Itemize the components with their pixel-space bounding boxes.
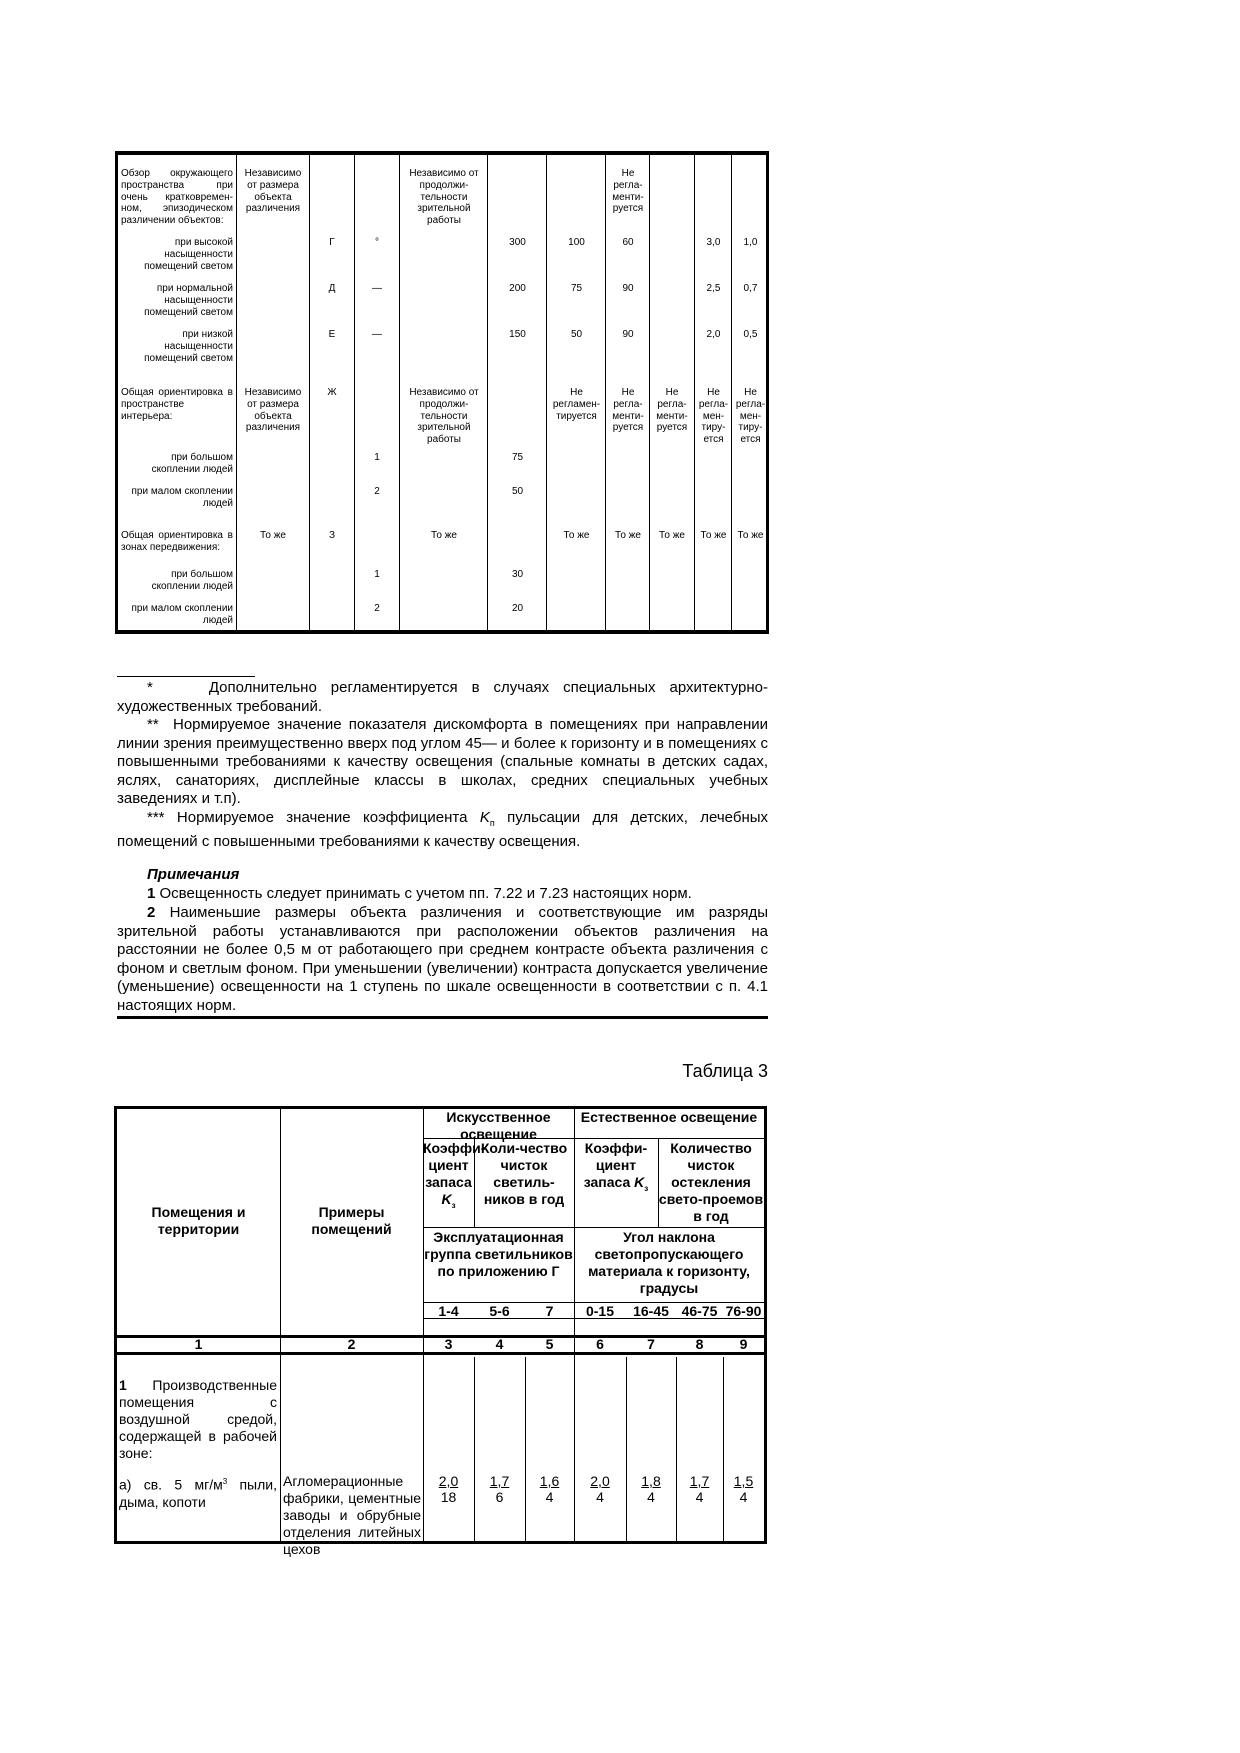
not-regulated-cell: Не регла-мен-тиру-ется [698,387,729,446]
row-label: при нормальной насыщенности помещений светом [144,283,233,318]
col-number: 8 [695,1336,704,1352]
col-number: 9 [739,1336,748,1352]
illuminance-general-cell: 75 [570,283,583,294]
header-coef-artificial: Коэффи-циент запаса $K_з$ [423,1140,486,1210]
column-divider [676,1357,677,1541]
illuminance-combined-cell: 300 [509,237,526,248]
value-cell: $\frac{2,0}{18}$ [438,1473,459,1505]
same-cell: То же [563,530,590,541]
value-cell: $\frac{1,7}{6}$ [489,1473,510,1505]
footnote-2: ** Нормируемое значение показателя дискомфорта в помещениях при направлении линии зрения преимущественно вверх под углом 45— и более к горизонту и в помещениях с повышенными требованиями к качеству освещения (спальные комнаты в детских садах, яслях, санаториях, дисплейные классы в школах, средних специальных учебных заведениях и т.п). [117,716,768,807]
kp-cell: 2,5 [706,283,721,294]
same-cell: То же [700,530,727,541]
illuminance-general-cell: 50 [570,329,583,340]
note-1: 1 Освещенность следует принимать с учетом пп. 7.22 и 7.23 настоящих норм. [147,885,692,902]
illuminance-combined-cell: 150 [509,329,526,340]
subcategory-cell: — [372,283,382,294]
subcategory-cell: ° [375,237,379,248]
row-label: при малом скоплении людей [131,486,233,509]
col-number: 6 [596,1336,604,1352]
angle-76-90: 76-90 [725,1303,762,1319]
group-7: 7 [545,1303,554,1319]
col-number: 3 [444,1336,453,1352]
same-cell: То же [615,530,641,541]
header-artificial: Искусственное освещение [446,1109,551,1142]
col-number: 5 [545,1336,554,1352]
column-divider [723,1357,724,1541]
note-2: 2 Наименьшие размеры объекта различения и соответствующие им разряды зрительной работы устанавливаются при расположении объектов различения на расстоянии не более 0,5 м от работающего при среднем контрасте объекта различения с фоном и светлым фоном. При уменьшении (увеличении) контраста допускается увеличение (уменьшение) освещенности на 1 ступень по шкале освещенности в соответствии с п. 4.1 настоящих норм. [117,904,768,1014]
col-number: 2 [347,1336,356,1352]
illuminance-combined-cell: 75 [511,452,524,463]
angle-16-45: 16-45 [633,1303,669,1319]
header-rooms: Помещения и территории [151,1204,246,1237]
kp-cell: 2,0 [706,329,721,340]
duration-cell: Независимо от продолжи-тельности зрительной работы [409,168,479,227]
column-divider [236,155,237,630]
notes-title: Примечания [147,866,240,883]
object-size-cell: Независимо от размера объекта различения [244,387,302,434]
column-divider [525,1357,526,1541]
row-label: при низкой насыщенности помещений светом [144,329,233,364]
row-label: Обзор окружающего пространства при очень кратковремен-ном, эпизодическом различении объектов: [121,168,233,227]
table-caption: Таблица 3 [682,1061,768,1081]
header-angle: Угол наклона светопропускающего материала к горизонту, градусы [588,1229,750,1296]
subcategory-cell: 1 [374,452,380,463]
same-cell: То же [659,530,685,541]
maintenance-factor-table [114,1106,767,1557]
cylindrical-cell: 90 [622,329,634,340]
group-1-4: 1-4 [438,1303,459,1319]
value-cell: $\frac{1,5}{4}$ [733,1473,754,1505]
subcategory-cell: 1 [374,569,380,580]
col-number: 1 [194,1336,203,1352]
illuminance-general-cell: 100 [568,237,585,248]
column-divider [399,155,400,630]
duration-cell: Независимо от продолжи-тельности зрительной работы [409,387,479,446]
header-examples: Примеры помещений [311,1204,392,1237]
ugr-cell: 0,5 [743,329,758,340]
footnote-3: *** Нормируемое значение коэффициента $K_п$ пульсации для детских, лечебных помещений с повышенными требованиями к качеству освещения. [117,809,769,850]
row-label: при большом скоплении людей [151,569,233,592]
header-natural: Естественное освещение [580,1109,758,1125]
header-cleanings-glass: Количество чисток остекления свето-проемов в год [658,1140,764,1224]
cylindrical-cell: 60 [622,237,634,248]
illuminance-combined-cell: 30 [511,569,524,580]
subcategory-cell: 2 [374,486,380,497]
kp-cell: 3,0 [706,237,721,248]
header-lamp-group: Эксплуатационная группа светильников по приложению Г [424,1229,573,1279]
column-divider [280,1109,281,1541]
same-cell: То же [737,530,764,541]
col-number: 7 [647,1336,655,1352]
lighting-norms-table-continuation [115,151,769,634]
examples-cell: Агломерационные фабрики, цементные заводы и обрубные отделения литейных цехов [283,1473,421,1557]
row-label: Общая ориентировка в пространстве интерьера: [121,387,233,422]
object-size-cell: То же [260,530,286,541]
row-label: при высокой насыщенности помещений светом [144,237,233,272]
not-regulated-cell: Не регла-мен-тиру-ется [735,387,766,446]
angle-0-15: 0-15 [585,1303,615,1319]
column-divider [354,155,355,630]
column-divider [309,155,310,630]
column-divider [649,155,650,630]
column-divider [626,1357,627,1541]
category-cell: Е [328,329,336,340]
ugr-cell: 1,0 [743,237,758,248]
footnote-separator [117,676,255,677]
value-cell: $\frac{2,0}{4}$ [590,1473,610,1505]
column-divider [546,155,547,630]
group-5-6: 5-6 [489,1303,510,1319]
value-cell: $\frac{1,8}{4}$ [641,1473,661,1505]
ugr-cell: 0,7 [743,283,758,294]
not-regulated-cell: Не регла-менти-руется [612,387,644,434]
column-divider [694,155,695,630]
row-divider [423,1227,764,1228]
column-divider [474,1357,475,1541]
col-number: 4 [495,1336,504,1352]
column-divider [605,155,606,630]
illuminance-combined-cell: 200 [509,283,526,294]
item-label: а) св. 5 $мг/м^3$ пыли, дыма, копоти [119,1476,277,1510]
illuminance-combined-cell: 50 [511,486,524,497]
section-divider [117,1016,768,1019]
not-regulated-cell: Не регла-менти-руется [612,168,644,215]
value-cell: $\frac{1,6}{4}$ [539,1473,560,1505]
not-regulated-cell: Не регла-менти-руется [656,387,688,434]
not-regulated-cell: Не регламен-тируется [552,387,601,422]
cylindrical-cell: 90 [622,283,634,294]
column-divider [487,155,488,630]
header-cleanings-lamps: Коли-чество чисток светиль-ников в год [480,1140,568,1207]
row-label: при большом скоплении людей [151,452,233,475]
angle-46-75: 46-75 [681,1303,718,1319]
footnote-1: * Дополнительно регламентируется в случаях специальных архитектурно-художественных требований. [117,679,768,715]
row-label: Общая ориентировка в зонах передвижения: [121,530,233,553]
value-cell: $\frac{1,7}{4}$ [689,1473,710,1505]
category-cell: Г [329,237,335,248]
category-cell: Д [328,283,336,294]
category-cell: З [328,530,336,541]
illuminance-combined-cell: 20 [511,603,524,614]
row-label: при малом скоплении людей [131,603,233,626]
column-divider [731,155,732,630]
section-label: 1 Производственные помещения с воздушной средой, содержащей в рабочей зоне: [119,1377,277,1461]
header-coef-natural: Коэффи-циент запаса $K_з$ [583,1140,649,1193]
subcategory-cell: — [372,329,382,340]
subcategory-cell: 2 [374,603,380,614]
duration-cell: То же [431,530,457,541]
object-size-cell: Независимо от размера объекта различения [244,168,302,215]
category-cell: Ж [327,387,337,398]
